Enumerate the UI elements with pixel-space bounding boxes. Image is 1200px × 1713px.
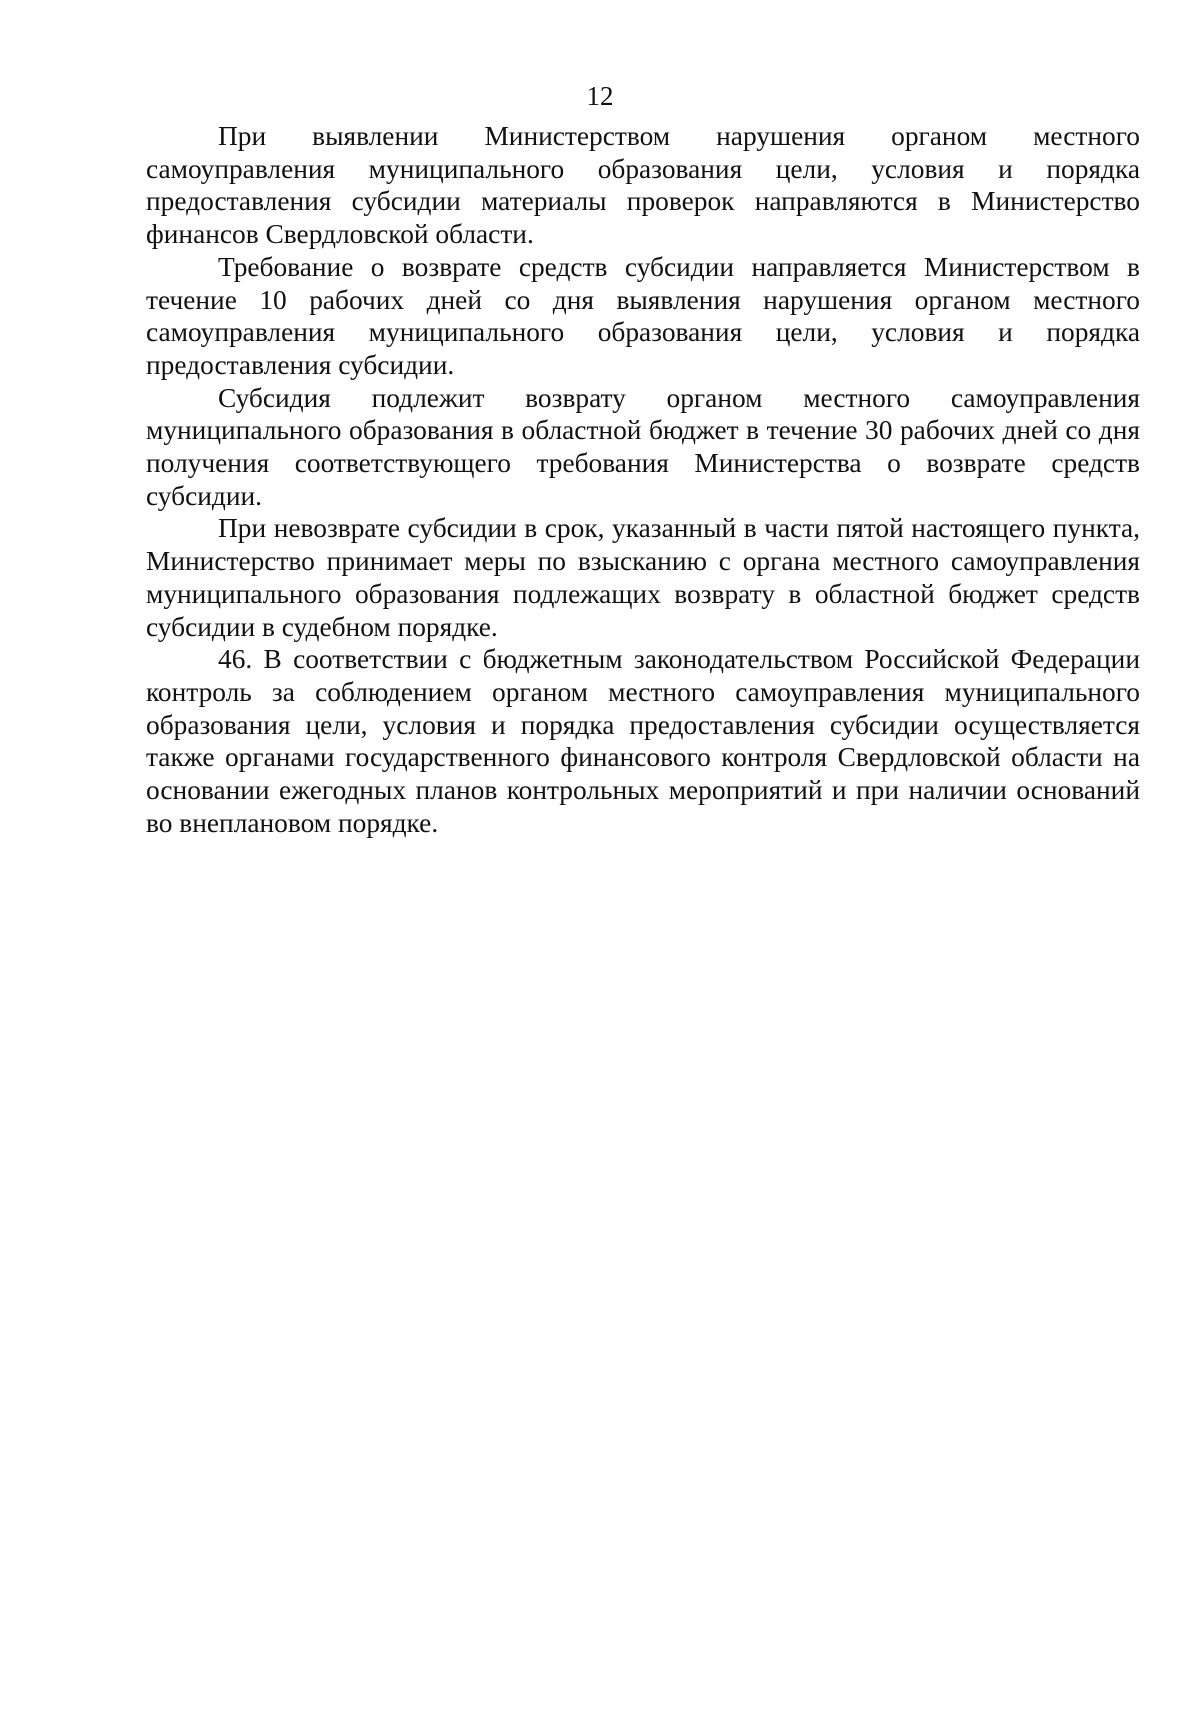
paragraph-refund-deadline: Субсидия подлежит возврату органом местного самоуправления муниципального образования в областной бюджет в течение 30 рабочих дней со дня получения соответствующего требования Министерства о возврате средств субсидии. <box>146 382 1140 511</box>
paragraph-violation-detection: При выявлении Министерством нарушения органом местного самоуправления муниципального образования цели, условия и порядка предоставления субсидии материалы проверок направляются в Министерство финансов Свердловской области. <box>146 121 1140 250</box>
paragraph-refund-request: Требование о возврате средств субсидии направляется Министерством в течение 10 рабочих дней со дня выявления нарушения органом местного самоуправления муниципального образования цели, условия и порядка предоставления субсидии. <box>146 251 1140 380</box>
paragraph-non-refund-measures: При невозврате субсидии в срок, указанный в части пятой настоящего пункта, Министерство принимает меры по взысканию с органа местного самоуправления муниципального образования подлежащих возврату в областной бюджет средств субсидии в судебном порядке. <box>146 513 1140 642</box>
page-number: 12 <box>586 81 614 111</box>
document-body <box>146 120 1140 839</box>
paragraph-item-46: 46. В соответствии с бюджетным законодательством Российской Федерации контроль за соблюдением органом местного самоуправления муниципального образования цели, условия и порядка предоставления субсидии осуществляется также органами государственного финансового контроля Свердловской области на основании ежегодных планов контрольных мероприятий и при наличии оснований во внеплановом порядке. <box>146 644 1140 838</box>
